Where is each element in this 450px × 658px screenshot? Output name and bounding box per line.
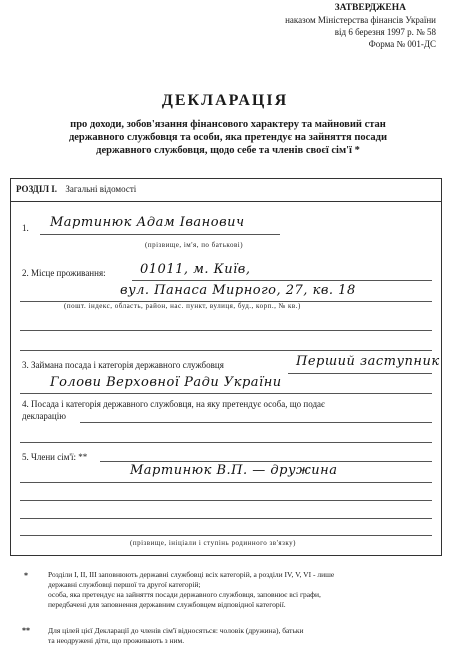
target-position-label-2: декларацію (22, 411, 66, 421)
address-underline (132, 280, 432, 281)
family-underline (100, 461, 432, 462)
blank-line (20, 518, 432, 519)
approval-line: від 6 березня 1997 р. № 58 (334, 27, 436, 37)
address-caption: (пошт. індекс, область, район, нас. пункт, вулиця, буд., корп., № кв.) (64, 302, 301, 310)
blank-line (20, 535, 432, 536)
address-field-line1[interactable]: 01011, м. Київ, (140, 262, 251, 277)
blank-line (20, 442, 432, 443)
footnote-line: та неодружені діти, що проживають з ним. (48, 636, 185, 645)
position-label: 3. Займана посада і категорія державного службовця (22, 360, 224, 370)
family-label: 5. Члени сім'ї: ** (22, 452, 88, 462)
family-caption: (прізвище, ініціали і ступінь родинного зв'язку) (130, 539, 296, 547)
approval-title: ЗАТВЕРДЖЕНА (334, 3, 406, 13)
position-underline (20, 393, 432, 394)
position-field-line1[interactable]: Перший заступник (296, 354, 440, 369)
section-header (10, 178, 442, 202)
footnote-line: Для цілей цієї Декларації до членів сім'ї відносяться: чоловік (дружина), батьки (48, 626, 304, 635)
subtitle-line: державного службовця, щодо себе та членів своєї сім'ї * (96, 145, 360, 156)
approval-line: наказом Міністерства фінансів України (285, 15, 436, 25)
page-subtitle (28, 118, 428, 157)
address-field-line2[interactable]: вул. Панаса Мирного, 27, кв. 18 (120, 283, 356, 298)
footnote-line: Розділи І, ІІ, ІІІ заповнюють державні службовці всіх категорій, а розділи IV, V, VI - лише (48, 570, 335, 579)
name-underline (40, 234, 280, 235)
position-field-line2[interactable]: Голови Верховної Ради України (50, 375, 282, 390)
position-underline (288, 373, 432, 374)
footnote-marker: * (24, 571, 28, 580)
target-position-label: 4. Посада і категорія державного службовця, на яку претендує особа, що подає (22, 399, 325, 409)
family-underline (20, 482, 432, 483)
subtitle-line: державного службовця та особи, яка претендує на зайняття посади (68, 132, 388, 143)
footnote-1 (48, 570, 334, 610)
footnote-line: особа, яка претендує на зайняття посади державного службовця, заповнює всі графи, (48, 590, 321, 599)
family-field[interactable]: Мартинюк В.П. — дружина (130, 463, 338, 478)
name-caption: (прізвище, ім'я, по батькові) (145, 241, 244, 249)
footnote-line: передбачені для заповнення державним службовцем відповідної категорії. (48, 600, 286, 609)
target-position-underline (80, 422, 432, 423)
footnote-marker: ** (22, 626, 30, 635)
footnote-2 (48, 626, 304, 646)
page-title: ДЕКЛАРАЦІЯ (161, 92, 289, 109)
blank-line (20, 500, 432, 501)
blank-line (20, 330, 432, 331)
blank-line (20, 350, 432, 351)
approval-stamp (285, 2, 436, 50)
name-field[interactable]: Мартинюк Адам Іванович (50, 215, 245, 230)
item-number: 1. (22, 223, 29, 233)
subtitle-line: про доходи, зобов'язання фінансового характеру та майновий стан (70, 119, 386, 130)
form-number: Форма № 001-ДС (368, 39, 436, 49)
footnote-line: державні службовці першої та другої категорій; (48, 580, 201, 589)
section-label: РОЗДІЛ І. (16, 184, 58, 194)
residence-label: 2. Місце проживання: (22, 268, 106, 278)
section-name: Загальні відомості (65, 184, 137, 194)
